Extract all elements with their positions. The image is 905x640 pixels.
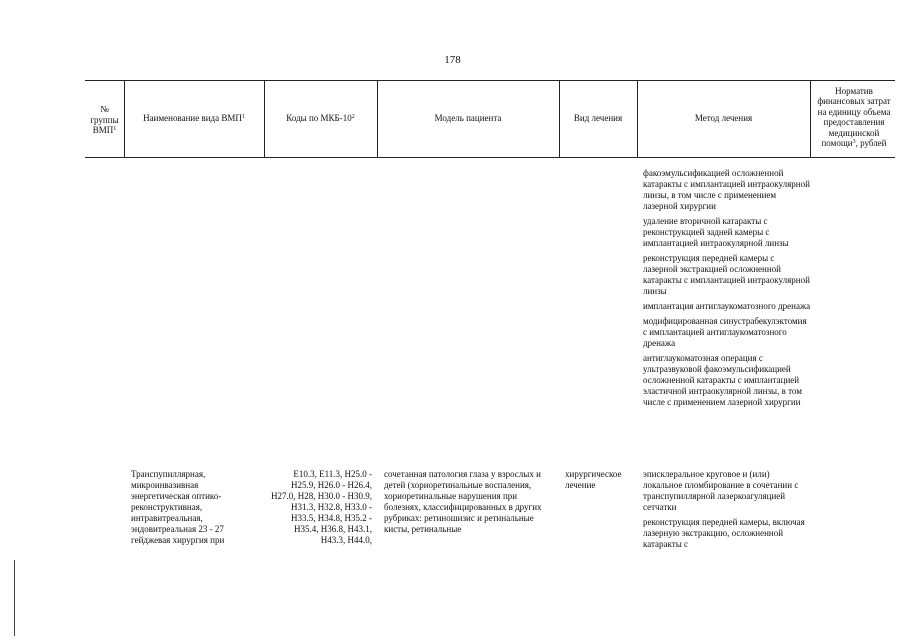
header-vmp-name: Наименование вида ВМП$^1$ [143, 113, 245, 124]
header-treatment-method: Метод лечения [694, 113, 753, 124]
row-treatment-type: хирургическое лечение [565, 469, 622, 490]
footnote-mark: 3 [852, 139, 856, 145]
header-bottom-border [85, 157, 895, 158]
method-item: факоэмульсификацией осложненной катаракты с имплантацией интраокулярной линзы, в том числе с применением лазерной хирургии [643, 168, 810, 211]
row-patient-model: сочетанная патология глаза у взрослых и детей (хориоретинальные воспаления, хориоретинальные нарушения при болезнях, классифицированных в других рубриках: ретиношизис и ретинальные кисты, ретинальные [384, 469, 542, 534]
scan-edge-line [14, 560, 15, 636]
row-vmp-name: Транспупиллярная, микроинвазивная энергетическая оптико-реконструктивная, интравитреальная, эндовитреальная 23 - 27 гейджевая хирургия при [131, 469, 225, 545]
row-methods-list [643, 469, 811, 554]
header-cost-norm: Норматив финансовых затрат на единицу объема предоставления медицинской помощи$^3$, рублей [817, 85, 891, 148]
footnote-mark: 1 [241, 114, 245, 121]
header-group-no: № группы ВМП$^1$ [90, 104, 119, 136]
header-patient-model: Модель пациента [434, 113, 502, 124]
method-item: антиглаукоматозная операция с ультразвуковой факоэмульсификацией осложненной катаракты с имплантацией эластичной интраокулярной линзы, в том числе с применением лазерной хирургии [643, 353, 802, 407]
method-item: эписклеральное круговое и (или) локальное пломбирование в сочетании с транспупиллярной лазеркоагуляцией сетчатки [643, 469, 799, 512]
method-item: реконструкция передней камеры с лазерной экстракцией осложненной катаракты с имплантацией интраокулярной линзы [643, 253, 810, 296]
footnote-mark: 2 [351, 114, 355, 121]
header-icd-codes: Коды по МКБ-$10^2$ [286, 113, 355, 124]
row-icd-codes: E10.3, E11.3, H25.0 - H25.9, H26.0 - H26.4, H27.0, H28, H30.0 - H30.9, H31.3, H32.8, H33.0 - H33.5, H34.8, H35.2 - H35.4, H36.8, H43.1, H43.3, H44.0, [271, 469, 372, 545]
page-number: 178 [444, 54, 461, 66]
method-item: удаление вторичной катаракты с реконструкцией задней камеры с имплантацией интраокулярной линзы [643, 216, 789, 248]
column-divider [810, 80, 811, 157]
method-item: имплантация антиглаукоматозного дренажа [643, 301, 811, 311]
method-item: модифицированная синустрабекулэктомия с имплантацией антиглаукоматозного дренажа [643, 316, 807, 348]
continued-methods-list [643, 168, 811, 412]
method-item: реконструкция передней камеры, включая лазерную экстракцию, осложненной катаракты с [643, 517, 805, 549]
header-treatment-type: Вид лечения [573, 113, 623, 124]
footnote-mark: 1 [113, 126, 117, 133]
